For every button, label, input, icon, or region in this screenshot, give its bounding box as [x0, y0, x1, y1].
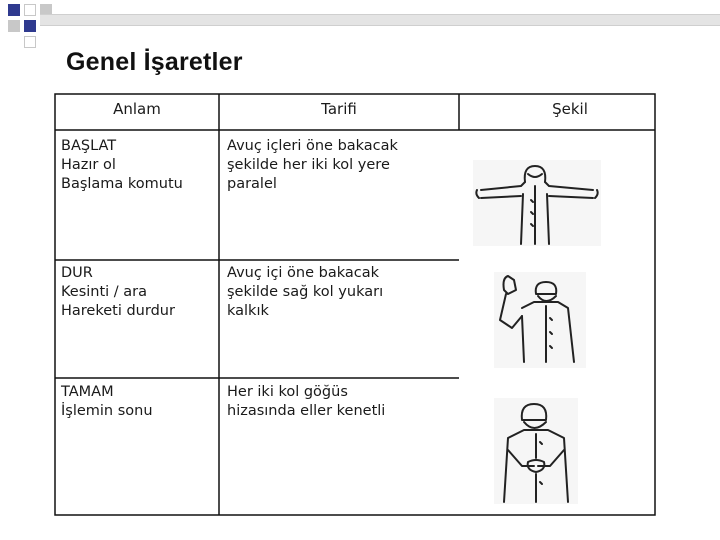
- header-figure: Şekil: [552, 100, 588, 118]
- hands-clasped-figure: [494, 398, 578, 504]
- row-2-meaning: DUR Kesinti / ara Hareketi durdur: [61, 265, 175, 319]
- row-3-meaning: TAMAM İşlemin sonu: [61, 384, 153, 419]
- row-1-description: Avuç içleri öne bakacak şekilde her iki kol yere paralel: [227, 138, 398, 192]
- header-meaning: Anlam: [113, 100, 161, 118]
- row-2-description: Avuç içi öne bakacak şekilde sağ kol yukarı kalkık: [227, 265, 384, 319]
- right-arm-raised-figure: [494, 272, 586, 368]
- page-title: Genel İşaretler: [66, 48, 243, 76]
- header-description: Tarifi: [321, 100, 357, 118]
- row-1-meaning: BAŞLAT Hazır ol Başlama komutu: [61, 138, 183, 192]
- row-3-description: Her iki kol göğüs hizasında eller kenetli: [227, 384, 386, 419]
- arms-extended-figure: [473, 160, 601, 246]
